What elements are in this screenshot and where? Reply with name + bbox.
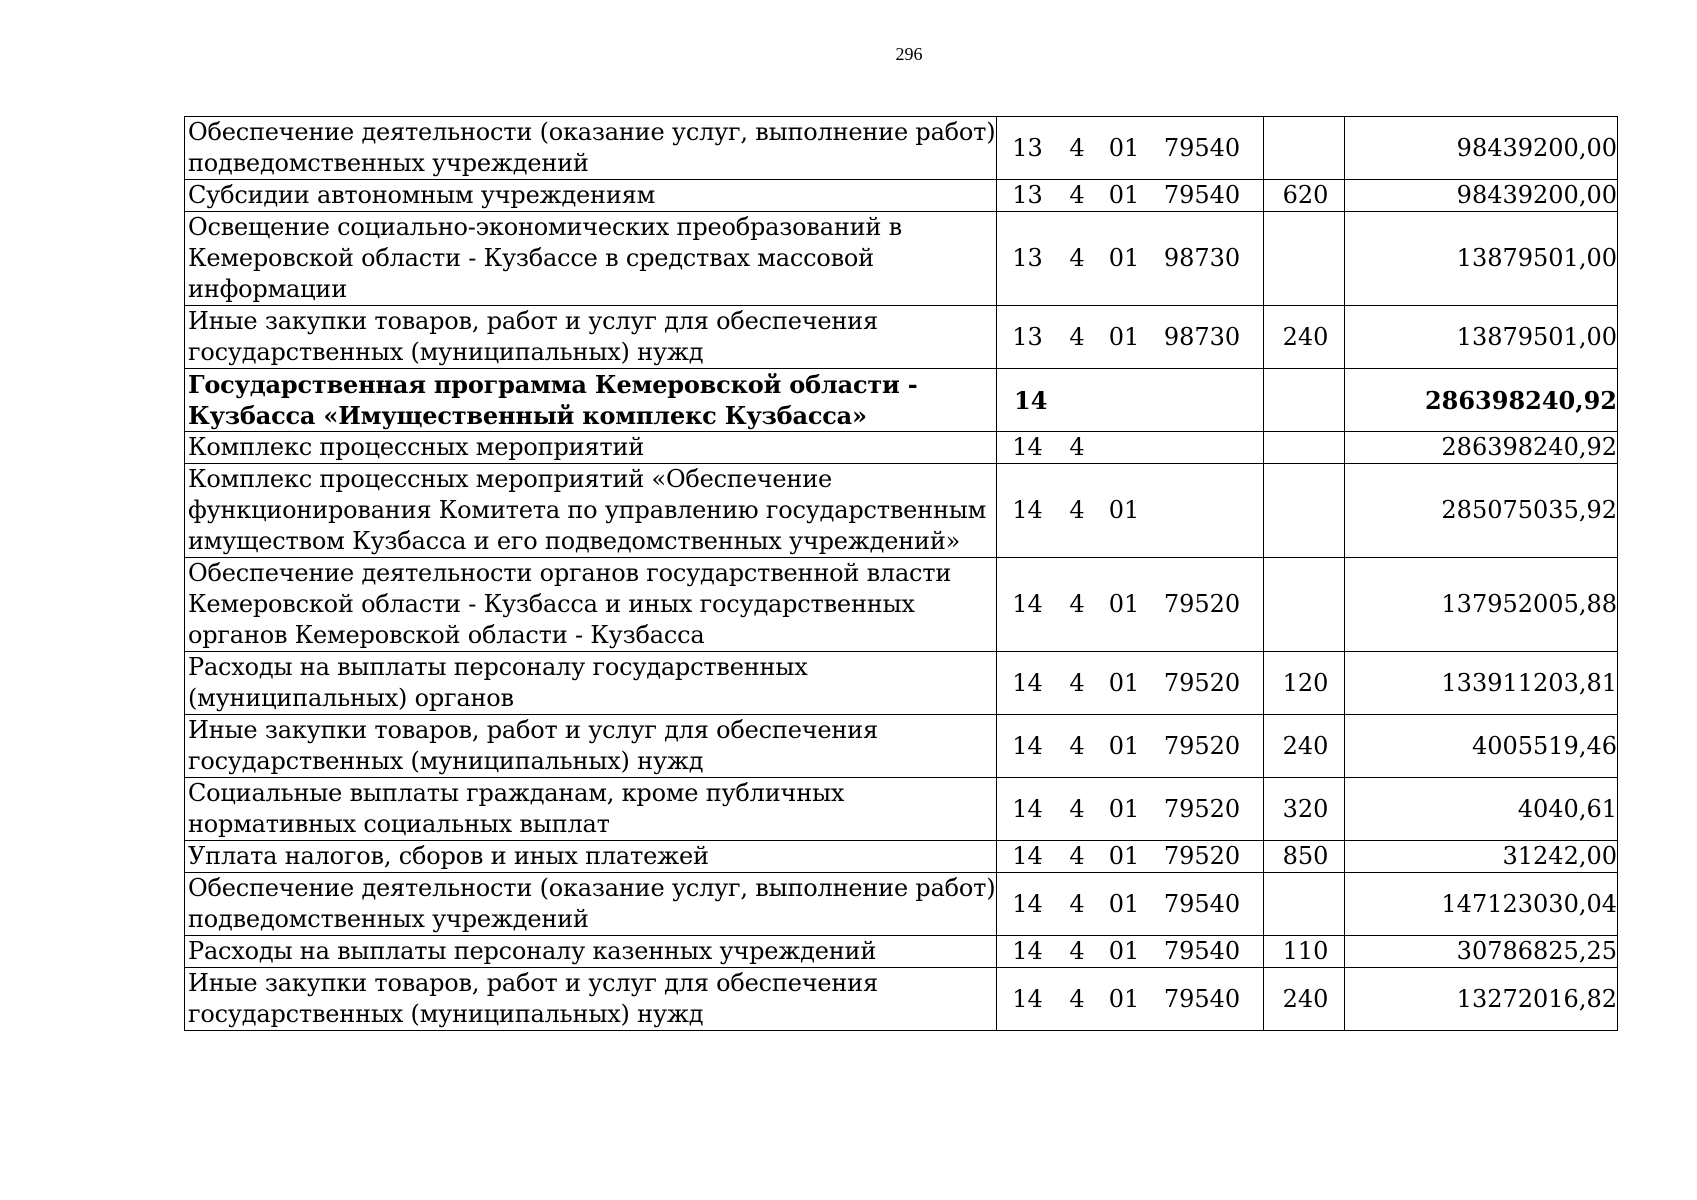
row-subprogram-code: 4 <box>1069 984 1085 1013</box>
row-name: Иные закупки товаров, работ и услуг для обеспечения государственных (муниципальных) нужд <box>185 715 997 778</box>
row-program-code: 14 <box>1012 668 1043 697</box>
row-code <box>997 306 1264 369</box>
row-subprogram-code: 4 <box>1069 889 1085 918</box>
row-program-code: 14 <box>1012 984 1043 1013</box>
row-expense-direction-code: 98730 <box>1163 322 1241 351</box>
row-name: Обеспечение деятельности (оказание услуг, выполнение работ) подведомственных учреждений <box>185 873 997 936</box>
row-amount: 133911203,81 <box>1345 652 1618 715</box>
row-name: Субсидии автономным учреждениям <box>185 180 997 212</box>
row-amount: 13879501,00 <box>1345 212 1618 306</box>
row-code <box>997 180 1264 212</box>
row-measure-code: 01 <box>1108 889 1140 918</box>
row-program-code: 14 <box>1012 731 1043 760</box>
row-expense-type <box>1264 464 1345 558</box>
budget-table <box>184 116 1618 1031</box>
row-expense-direction-code: 79540 <box>1163 133 1241 162</box>
row-program-code: 14 <box>1012 889 1043 918</box>
row-expense-type: 320 <box>1264 778 1345 841</box>
row-name: Обеспечение деятельности (оказание услуг, выполнение работ) подведомственных учреждений <box>185 117 997 180</box>
row-expense-type: 850 <box>1264 841 1345 873</box>
row-name: Комплекс процессных мероприятий <box>185 432 997 464</box>
row-subprogram-code: 4 <box>1069 244 1085 272</box>
table-row <box>185 968 1618 1031</box>
row-name: Комплекс процессных мероприятий «Обеспечение функционирования Комитета по управлению государственным имуществом Кузбасса и его подведомственных учреждений» <box>185 464 997 558</box>
table-row <box>185 778 1618 841</box>
row-code <box>997 841 1264 873</box>
table-row <box>185 464 1618 558</box>
row-code <box>997 936 1264 968</box>
row-measure-code: 01 <box>1108 984 1140 1013</box>
row-amount: 13272016,82 <box>1345 968 1618 1031</box>
table-row <box>185 652 1618 715</box>
row-amount: 286398240,92 <box>1345 369 1618 432</box>
row-name: Расходы на выплаты персоналу государственных (муниципальных) органов <box>185 652 997 715</box>
row-code <box>997 968 1264 1031</box>
row-expense-type: 240 <box>1264 968 1345 1031</box>
row-amount: 98439200,00 <box>1345 180 1618 212</box>
row-code <box>997 652 1264 715</box>
row-subprogram-code: 4 <box>1069 133 1085 162</box>
row-measure-code: 01 <box>1108 244 1140 272</box>
row-measure-code: 01 <box>1108 181 1140 209</box>
row-name: Обеспечение деятельности органов государственной власти Кемеровской области - Кузбасса и иных государственных органов Кемеровской области - Кузбасса <box>185 558 997 652</box>
row-name: Иные закупки товаров, работ и услуг для обеспечения государственных (муниципальных) нужд <box>185 968 997 1031</box>
row-program-code: 14 <box>1012 842 1043 870</box>
row-expense-type: 110 <box>1264 936 1345 968</box>
table-row <box>185 873 1618 936</box>
row-subprogram-code: 4 <box>1069 794 1085 823</box>
table-row <box>185 936 1618 968</box>
row-program-code: 14 <box>1012 433 1043 461</box>
row-expense-direction-code: 79520 <box>1163 590 1241 618</box>
table-row <box>185 369 1618 432</box>
row-expense-type <box>1264 212 1345 306</box>
row-name: Освещение социально-экономических преобразований в Кемеровской области - Кузбассе в средствах массовой информации <box>185 212 997 306</box>
row-measure-code: 01 <box>1108 937 1140 965</box>
row-expense-type: 120 <box>1264 652 1345 715</box>
table-row <box>185 212 1618 306</box>
row-program-code: 14 <box>1014 385 1048 415</box>
row-code <box>997 873 1264 936</box>
row-code <box>997 117 1264 180</box>
row-code <box>997 778 1264 841</box>
table-row <box>185 432 1618 464</box>
row-code <box>997 432 1264 464</box>
row-measure-code: 01 <box>1108 668 1140 697</box>
row-expense-direction-code: 79540 <box>1163 889 1241 918</box>
row-subprogram-code: 4 <box>1069 731 1085 760</box>
row-measure-code: 01 <box>1108 731 1140 760</box>
row-expense-direction-code: 79520 <box>1163 794 1241 823</box>
row-code <box>997 212 1264 306</box>
table-row <box>185 117 1618 180</box>
row-measure-code: 01 <box>1108 496 1140 524</box>
row-subprogram-code: 4 <box>1069 937 1085 965</box>
row-amount: 285075035,92 <box>1345 464 1618 558</box>
row-subprogram-code: 4 <box>1069 842 1085 870</box>
row-expense-direction-code: 79540 <box>1163 984 1241 1013</box>
row-code <box>997 715 1264 778</box>
table-row <box>185 841 1618 873</box>
row-amount: 4040,61 <box>1345 778 1618 841</box>
row-measure-code: 01 <box>1108 133 1140 162</box>
row-amount: 4005519,46 <box>1345 715 1618 778</box>
row-name: Расходы на выплаты персоналу казенных учреждений <box>185 936 997 968</box>
row-subprogram-code: 4 <box>1069 668 1085 697</box>
table-row <box>185 306 1618 369</box>
row-amount: 30786825,25 <box>1345 936 1618 968</box>
row-subprogram-code: 4 <box>1069 181 1085 209</box>
row-measure-code: 01 <box>1108 842 1140 870</box>
row-name: Государственная программа Кемеровской области - Кузбасса «Имущественный комплекс Кузбасса» <box>185 369 997 432</box>
row-amount: 98439200,00 <box>1345 117 1618 180</box>
table-row <box>185 715 1618 778</box>
row-program-code: 14 <box>1012 496 1043 524</box>
row-expense-type <box>1264 369 1345 432</box>
page-number: 296 <box>895 44 923 64</box>
row-measure-code: 01 <box>1108 322 1140 351</box>
row-program-code: 13 <box>1012 133 1043 162</box>
row-amount: 147123030,04 <box>1345 873 1618 936</box>
row-name: Иные закупки товаров, работ и услуг для обеспечения государственных (муниципальных) нужд <box>185 306 997 369</box>
row-expense-direction-code: 98730 <box>1163 244 1241 272</box>
row-expense-type <box>1264 873 1345 936</box>
row-code <box>997 464 1264 558</box>
row-expense-direction-code: 79520 <box>1163 668 1241 697</box>
row-measure-code: 01 <box>1108 794 1140 823</box>
row-expense-type <box>1264 432 1345 464</box>
row-amount: 13879501,00 <box>1345 306 1618 369</box>
row-expense-type <box>1264 558 1345 652</box>
row-name: Социальные выплаты гражданам, кроме публичных нормативных социальных выплат <box>185 778 997 841</box>
row-measure-code: 01 <box>1108 590 1140 618</box>
row-amount: 137952005,88 <box>1345 558 1618 652</box>
row-program-code: 13 <box>1012 181 1043 209</box>
row-code <box>997 369 1264 432</box>
row-name: Уплата налогов, сборов и иных платежей <box>185 841 997 873</box>
row-expense-direction-code: 79520 <box>1163 842 1241 870</box>
row-expense-type <box>1264 117 1345 180</box>
row-program-code: 13 <box>1012 244 1043 272</box>
row-subprogram-code: 4 <box>1069 590 1085 618</box>
row-expense-direction-code: 79540 <box>1163 181 1241 209</box>
row-subprogram-code: 4 <box>1069 322 1085 351</box>
row-program-code: 14 <box>1012 590 1043 618</box>
row-code <box>997 558 1264 652</box>
row-subprogram-code: 4 <box>1069 433 1085 461</box>
row-expense-direction-code: 79520 <box>1163 731 1241 760</box>
row-program-code: 14 <box>1012 794 1043 823</box>
budget-table-body <box>185 117 1618 1031</box>
row-expense-type: 240 <box>1264 715 1345 778</box>
row-expense-type: 620 <box>1264 180 1345 212</box>
row-subprogram-code: 4 <box>1069 496 1085 524</box>
row-amount: 286398240,92 <box>1345 432 1618 464</box>
row-program-code: 14 <box>1012 937 1043 965</box>
row-program-code: 13 <box>1012 322 1043 351</box>
row-expense-type: 240 <box>1264 306 1345 369</box>
table-row <box>185 180 1618 212</box>
row-expense-direction-code: 79540 <box>1163 937 1241 965</box>
table-row <box>185 558 1618 652</box>
row-amount: 31242,00 <box>1345 841 1618 873</box>
